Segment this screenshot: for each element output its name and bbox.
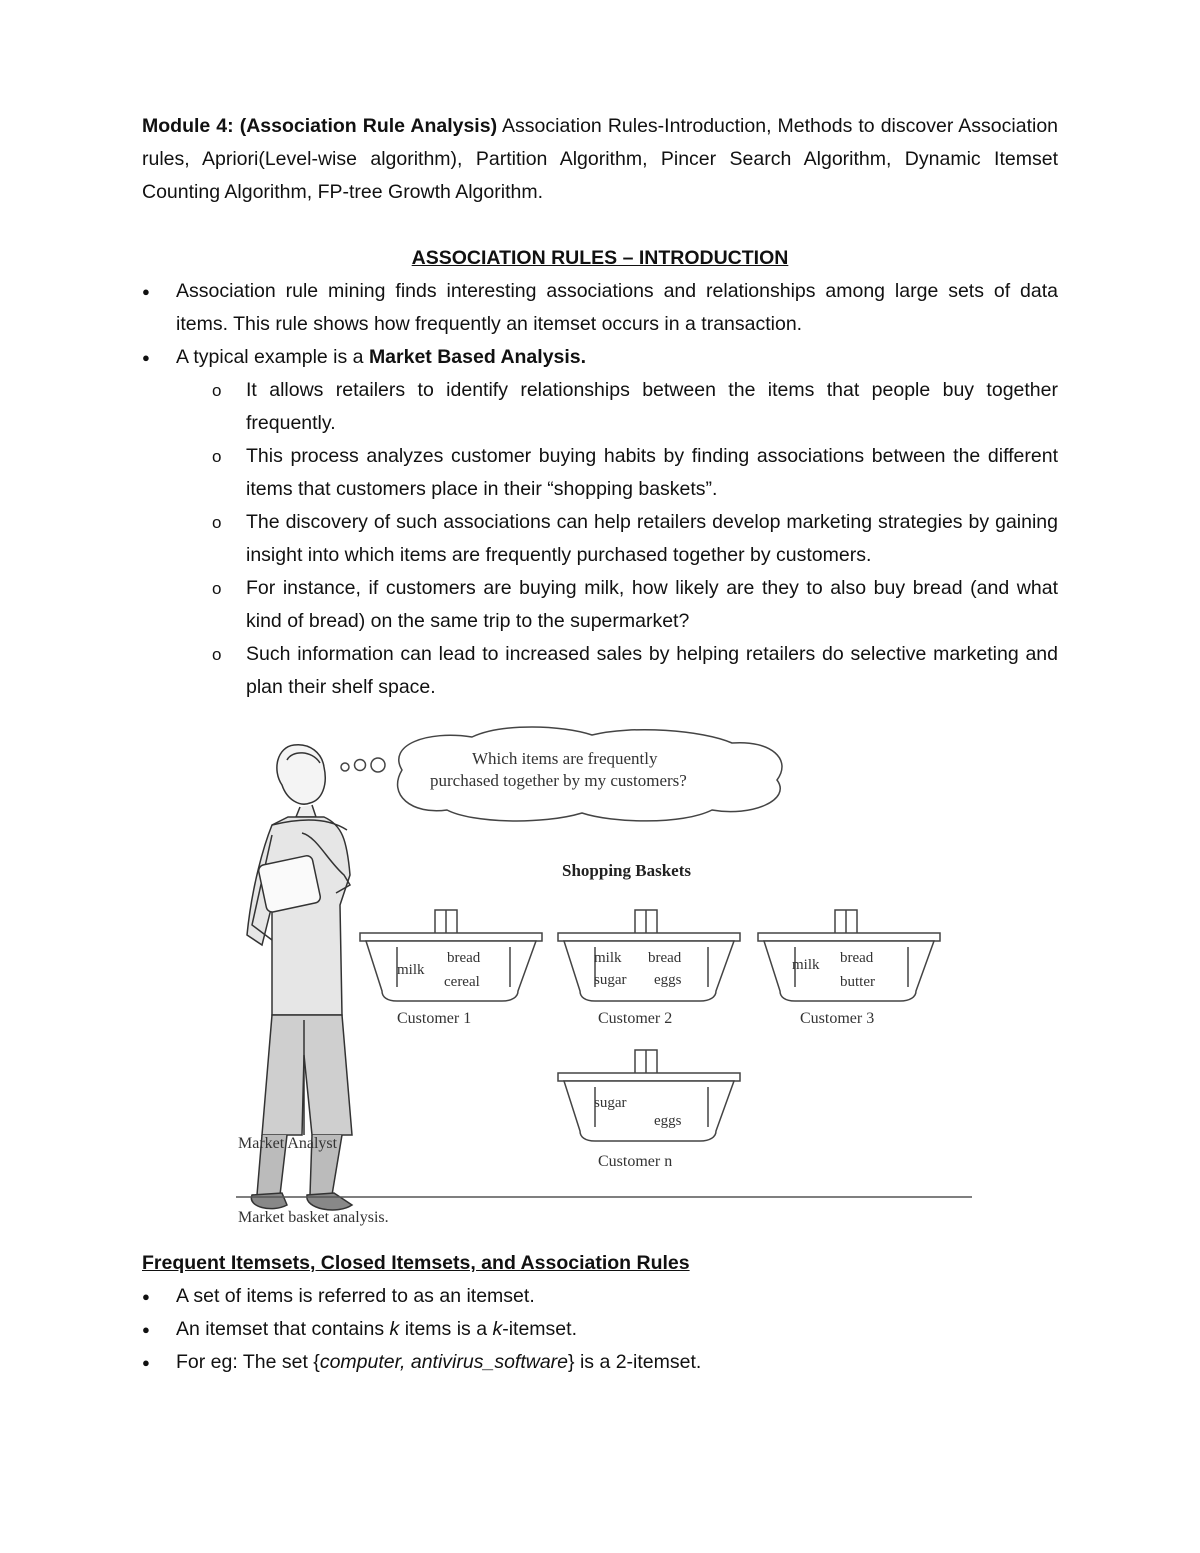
bullet-market-bold: Market Based Analysis. [368,346,587,368]
bullet-example-2-itemset [142,1346,1058,1379]
basket2-item-eggs: eggs [654,972,682,988]
basketn-customer-label: Customer n [598,1153,673,1170]
market-sub-bullets [212,374,1058,704]
thought-text-line1: Which items are frequently [472,749,658,768]
k-itemset-text-a: An itemset that contains [176,1318,390,1340]
market-basket-figure [232,725,974,1235]
k-itemset-k1: k [389,1318,400,1340]
basket3-item-bread: bread [840,950,874,966]
module-label: Module 4: [142,115,234,137]
example-text-b: } is a 2-itemset. [568,1351,702,1373]
section-heading-itemsets: Frequent Itemsets, Closed Itemsets, and Association Rules [142,1252,690,1274]
module-intro [142,110,1058,209]
basket1-customer-label: Customer 1 [397,1010,472,1027]
basket2-item-sugar: sugar [594,972,627,988]
basket2-item-bread: bread [648,950,682,966]
sub-bullet-3: o The discovery of such associations can help retailers develop marketing strategies by gaining insight into which items are frequently purchased together by customers. [212,506,1058,572]
k-itemset-text-b: items is a [399,1318,493,1340]
sub-bullet-4: o For instance, if customers are buying milk, how likely are they to also buy bread (and what kind of bread) on the same trip to the supermarket? [212,572,1058,638]
basket3-item-milk: milk [792,957,820,973]
intro-bullets [142,275,1058,704]
figure-caption: Market basket analysis. [238,1209,389,1226]
example-text-a: For eg: The set { [176,1351,320,1373]
module-title: (Association Rule Analysis) [239,115,498,137]
basketn-item-eggs: eggs [654,1113,682,1129]
bullet-market-prefix: A typical example is a [176,346,369,368]
basket1-item-cereal: cereal [444,974,480,990]
sub-bullet-5: o Such information can lead to increased sales by helping retailers do selective marketing and plan their shelf space. [212,638,1058,704]
module-topics: Association Rules-Introduction, Methods to discover Association rules, Apriori(Level-wise algorithm), Partition Algorithm, Pincer Search Algorithm, Dynamic Itemset Counting Algorithm, FP-tree Growth Algorithm. [142,115,1059,203]
sub-bullet-2: o This process analyzes customer buying habits by finding associations between the different items that customers place in their “shopping baskets”. [212,440,1058,506]
section-heading-intro: ASSOCIATION RULES – INTRODUCTION [411,247,789,269]
bullet-k-itemset [142,1313,1058,1346]
basketn-item-sugar: sugar [594,1095,627,1111]
shopping-baskets-title: Shopping Baskets [562,861,691,880]
basket2-customer-label: Customer 2 [598,1010,673,1027]
bullet-itemset-definition: ● A set of items is referred to as an itemset. [142,1280,1058,1313]
market-analyst-label: Market Analyst [238,1135,338,1152]
basket-customer-n [558,1050,740,1141]
itemset-bullets [142,1280,1058,1379]
sub-bullet-1: o It allows retailers to identify relationships between the items that people buy together frequently. [212,374,1058,440]
bullet-association-mining: ● Association rule mining finds interesting associations and relationships among large sets of data items. This rule shows how frequently an itemset occurs in a transaction. [142,275,1058,341]
frequent-itemsets-section [142,1247,1058,1379]
bullet-market-analysis [142,341,1058,704]
basket2-item-milk: milk [594,950,622,966]
k-itemset-k2: k [492,1318,503,1340]
document-body [142,110,1058,704]
basket3-item-butter: butter [840,974,875,990]
basket1-item-milk: milk [397,962,425,978]
thought-text-line2: purchased together by my customers? [430,771,687,790]
basket1-item-bread: bread [447,950,481,966]
k-itemset-text-c: -itemset. [502,1318,577,1340]
basket3-customer-label: Customer 3 [800,1010,875,1027]
example-itemset: computer, antivirus_software [319,1351,569,1373]
